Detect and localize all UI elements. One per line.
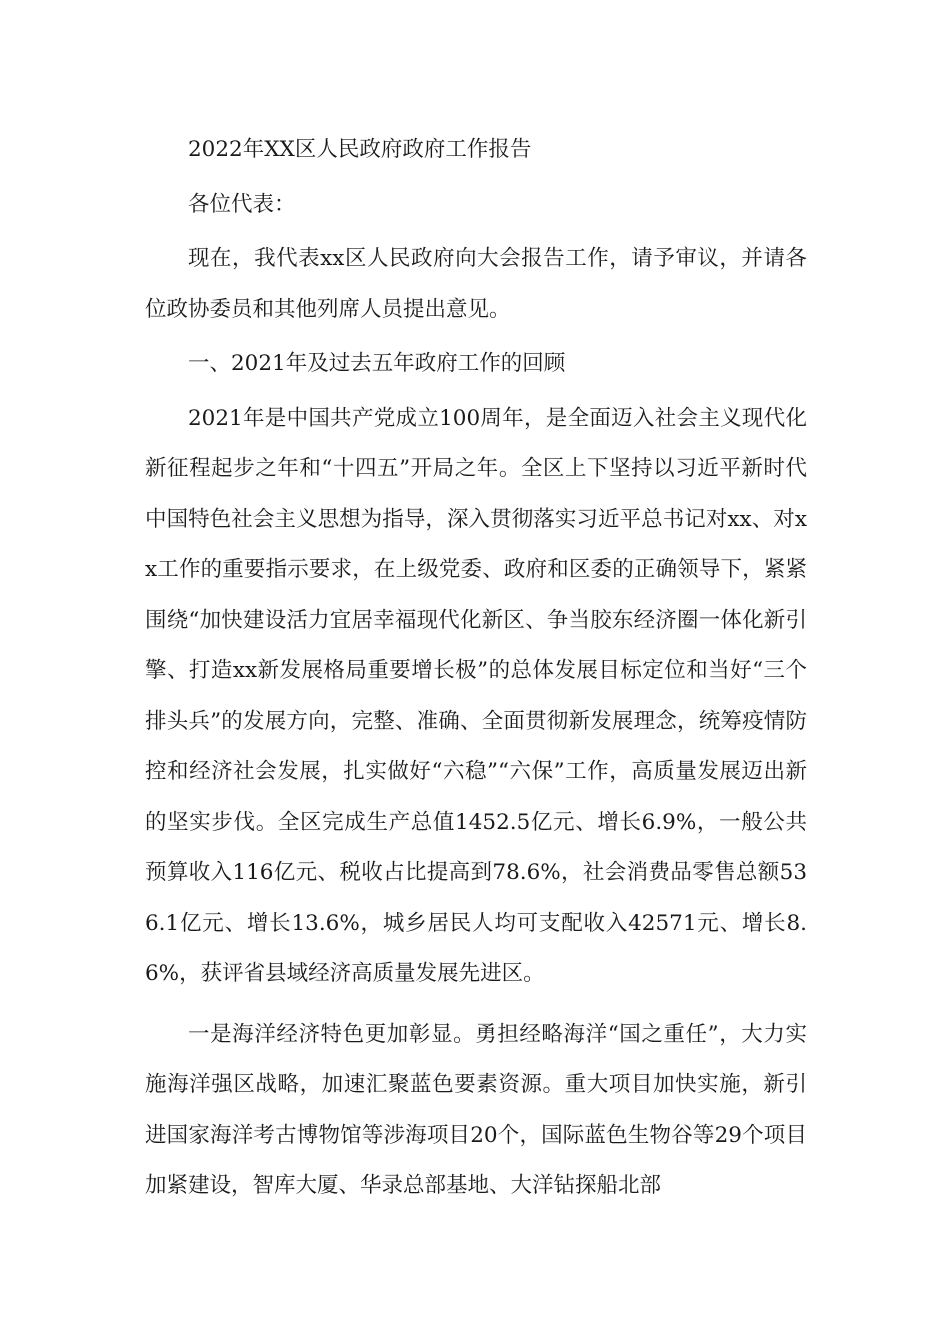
paragraph-marine-economy: 一是海洋经济特色更加彰显。勇担经略海洋“国之重任”，大力实施海洋强区战略，加速汇聚蓝色要素资源。重大项目加快实施，新引进国家海洋考古博物馆等涉海项目20个，国际蓝色生物谷等29个项目加紧建设，智库大厦、华录总部基地、大洋钻探船北部	[145, 1021, 807, 1198]
paragraph-intro: 现在，我代表xx区人民政府向大会报告工作，请予审议，并请各位政协委员和其他列席人员提出意见。	[145, 246, 807, 322]
section-heading: 一、2021年及过去五年政府工作的回顾	[188, 351, 566, 376]
document-body	[145, 125, 807, 1212]
document-title: 2022年XX区人民政府政府工作报告	[188, 137, 532, 162]
salutation: 各位代表：	[188, 191, 296, 217]
paragraph-overview: 2021年是中国共产党成立100周年，是全面迈入社会主义现代化新征程起步之年和“十四五”开局之年。全区上下坚持以习近平新时代中国特色社会主义思想为指导，深入贯彻落实习近平总书记对xx、对xx工作的重要指示要求，在上级党委、政府和区委的正确领导下，紧紧围绕“加快建设活力宜居幸福现代化新区、争当胶东经济圈一体化新引擎、打造xx新发展格局重要增长极”的总体发展目标定位和当好“三个排头兵”的发展方向，完整、准确、全面贯彻新发展理念，统筹疫情防控和经济社会发展，扎实做好“六稳”“六保”工作，高质量发展迈出新的坚实步伐。全区完成生产总值1452.5亿元、增长6.9%，一般公共预算收入116亿元、税收占比提高到78.6%，社会消费品零售总额536.1亿元、增长13.6%，城乡居民人均可支配收入42571元、增长8.6%，获评省县域经济高质量发展先进区。	[145, 405, 807, 986]
